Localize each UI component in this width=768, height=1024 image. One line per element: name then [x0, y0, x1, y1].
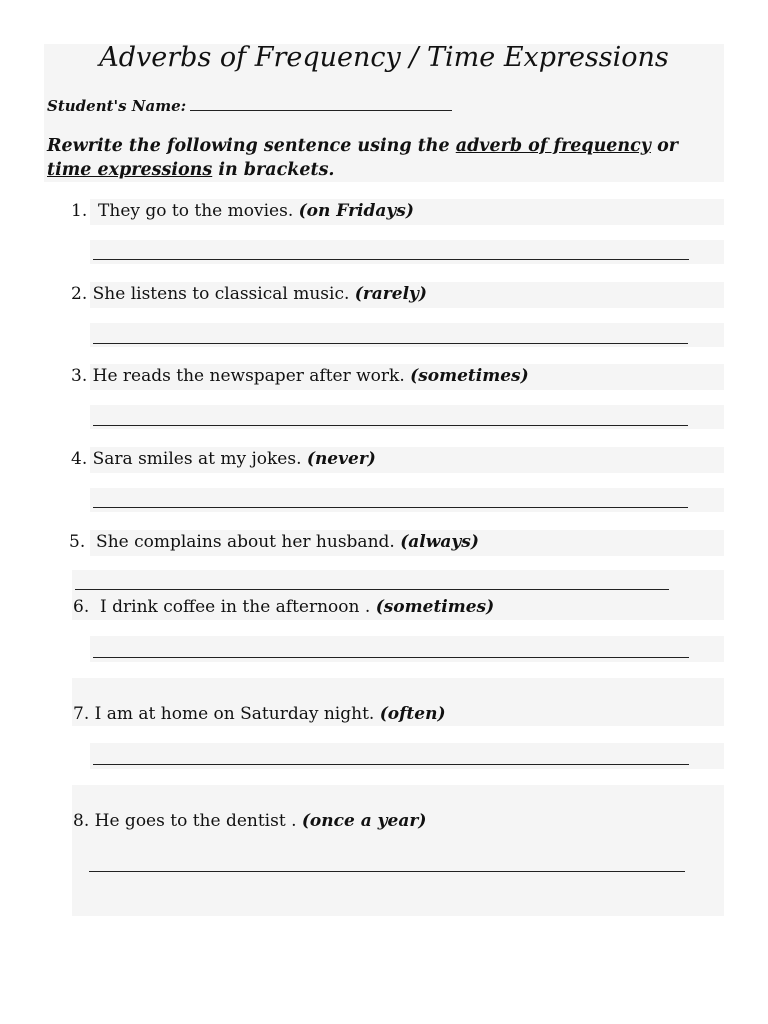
- student-name-label: Student's Name:: [47, 97, 187, 115]
- question-number: 3.: [71, 366, 88, 386]
- question-text: She listens to classical music.: [92, 284, 355, 304]
- question-text: He goes to the dentist .: [94, 811, 302, 831]
- question-band: [72, 785, 724, 916]
- question-hint: (rarely): [354, 284, 427, 304]
- answer-line-7[interactable]: [93, 764, 689, 765]
- question-text: She complains about her husband.: [96, 532, 401, 552]
- answer-band: [90, 743, 724, 769]
- question-2: [71, 284, 427, 304]
- answer-line-1[interactable]: [93, 259, 689, 260]
- question-text: I am at home on Saturday night.: [94, 704, 380, 724]
- student-name-field[interactable]: [190, 97, 452, 111]
- question-number: 5.: [69, 532, 86, 552]
- question-number: 4.: [71, 449, 88, 469]
- answer-line-4[interactable]: [93, 507, 688, 508]
- question-text: I drink coffee in the afternoon .: [100, 597, 376, 617]
- question-number: 7.: [73, 704, 90, 724]
- answer-band: [90, 488, 724, 512]
- answer-line-2[interactable]: [93, 343, 688, 344]
- answer-band: [90, 636, 724, 662]
- question-4: [71, 449, 376, 469]
- question-text: He reads the newspaper after work.: [92, 366, 411, 386]
- question-hint: (never): [306, 449, 376, 469]
- question-5: [69, 532, 479, 552]
- question-hint: (once a year): [301, 811, 427, 831]
- question-hint: (sometimes): [375, 597, 495, 617]
- question-number: 2.: [71, 284, 88, 304]
- question-hint: (often): [379, 704, 446, 724]
- answer-line-8[interactable]: [89, 871, 685, 872]
- question-7: [73, 704, 446, 724]
- question-number: 8.: [73, 811, 90, 831]
- question-hint: (on Fridays): [298, 201, 414, 221]
- answer-line-6[interactable]: [93, 657, 689, 658]
- question-text: They go to the movies.: [98, 201, 299, 221]
- answer-line-5[interactable]: [75, 589, 669, 590]
- answer-band: [90, 240, 724, 264]
- answer-line-3[interactable]: [93, 425, 688, 426]
- question-8: [73, 811, 426, 831]
- page-title: Adverbs of Frequency / Time Expressions: [99, 42, 669, 73]
- question-hint: (always): [400, 532, 479, 552]
- question-number: 6.: [73, 597, 90, 617]
- question-text: Sara smiles at my jokes.: [92, 449, 307, 469]
- question-3: [71, 366, 529, 386]
- question-hint: (sometimes): [410, 366, 529, 386]
- instructions: Rewrite the following sentence using the adverb of frequency or time expressions in brackets.: [47, 136, 678, 180]
- instruction-term-time: time expressions: [47, 160, 213, 180]
- student-name-row: [47, 97, 452, 115]
- question-number: 1.: [71, 201, 88, 221]
- question-6: [73, 597, 494, 617]
- question-1: [71, 201, 414, 221]
- instruction-term-adverb: adverb of frequency: [455, 136, 651, 156]
